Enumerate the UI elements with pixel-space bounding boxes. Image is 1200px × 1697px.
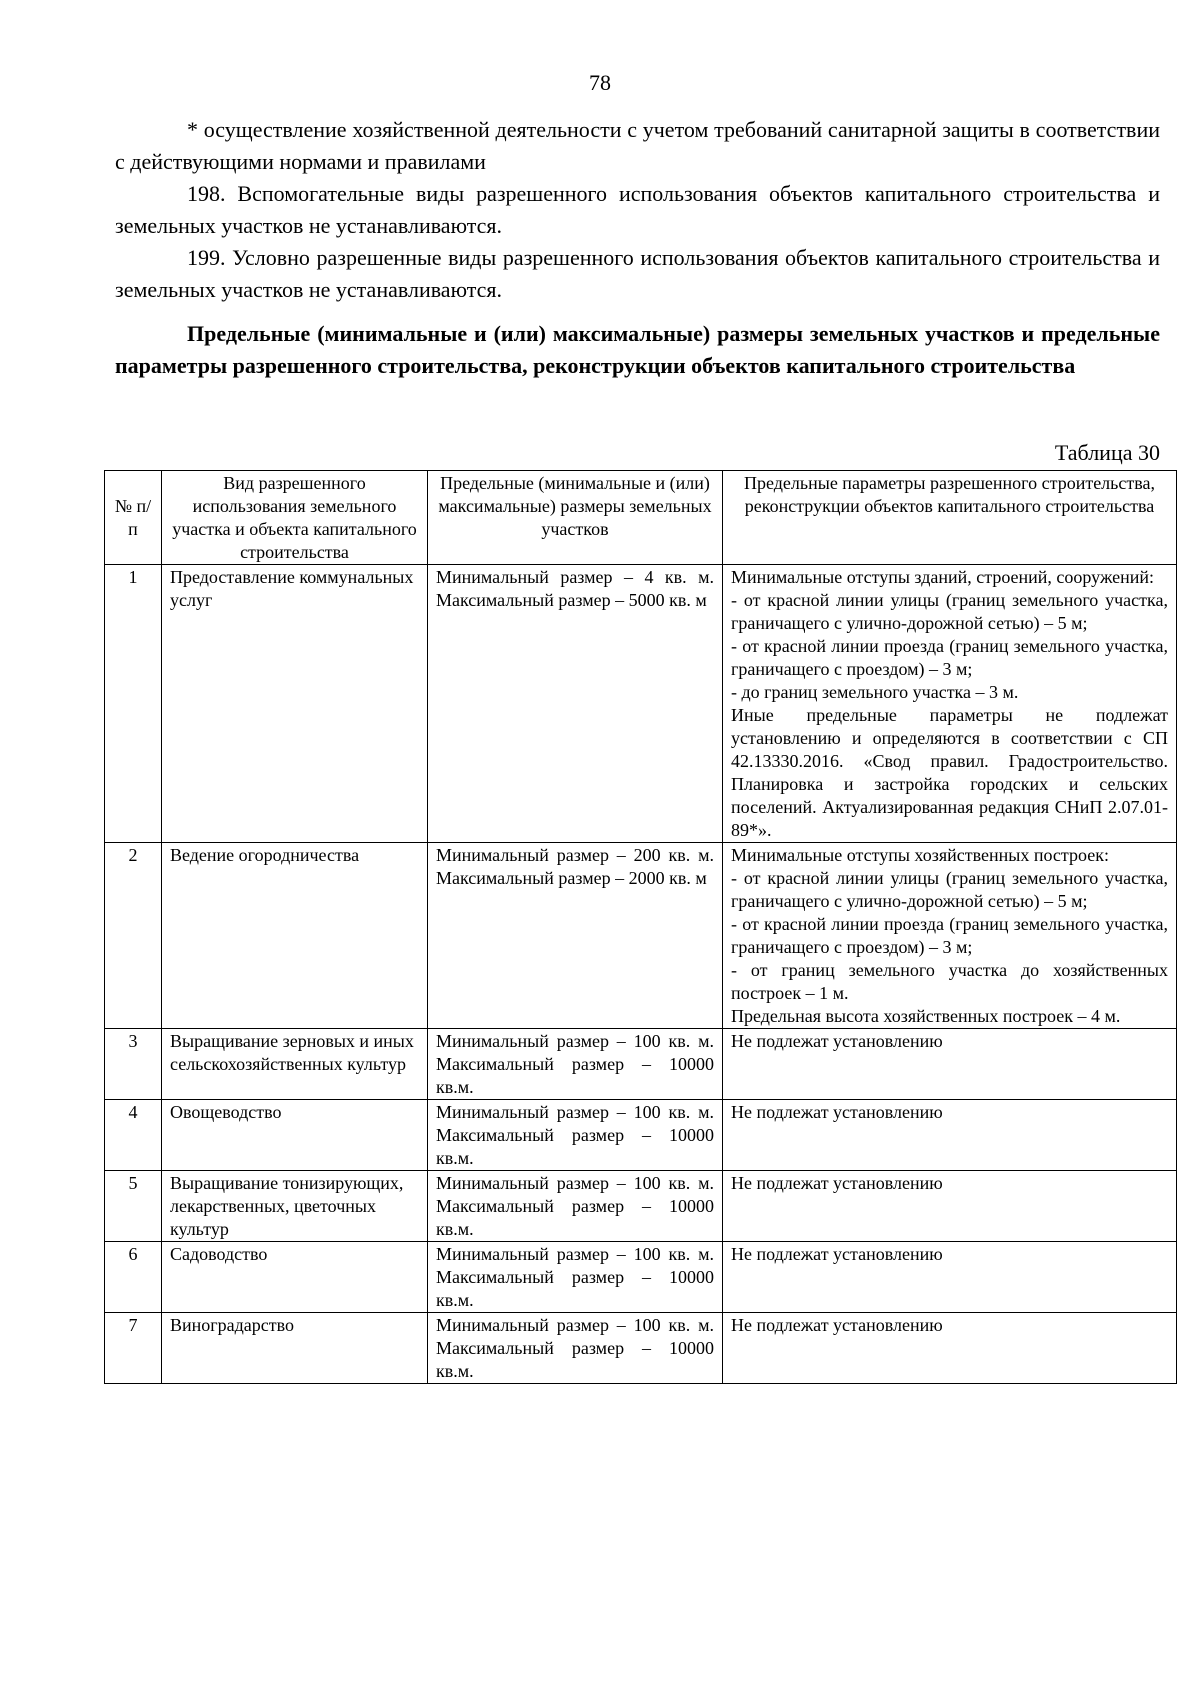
row-number: 2 <box>105 843 162 1029</box>
header-number: № п/п <box>105 471 162 565</box>
row-plot-size: Минимальный размер – 100 кв. м. Максимальный размер – 10000 кв.м. <box>428 1313 723 1384</box>
row-plot-size: Минимальный размер – 200 кв. м. Максимальный размер – 2000 кв. м <box>428 843 723 1029</box>
header-use-type: Вид разрешенного использования земельного участка и объекта капитального строительства <box>162 471 428 565</box>
limits-table <box>104 470 1177 1384</box>
row-build-params <box>723 1100 1177 1171</box>
param-line: - от красной линии проезда (границ земельного участка, граничащего с проездом) – 3 м; <box>731 636 1168 679</box>
table-row <box>105 1100 1177 1171</box>
table-row <box>105 1029 1177 1100</box>
table-row <box>105 1313 1177 1384</box>
row-plot-size: Минимальный размер – 100 кв. м. Максимальный размер – 10000 кв.м. <box>428 1029 723 1100</box>
page-number: 78 <box>589 70 611 95</box>
param-line: Не подлежат установлению <box>731 1102 943 1122</box>
row-number: 6 <box>105 1242 162 1313</box>
row-use-type: Садоводство <box>162 1242 428 1313</box>
row-use-type: Виноградарство <box>162 1313 428 1384</box>
table-caption: Таблица 30 <box>1054 440 1160 465</box>
paragraph-text: 199. Условно разрешенные виды разрешенного использования объектов капитального строительства и земельных участков не устанавливаются. <box>115 245 1160 302</box>
row-number: 3 <box>105 1029 162 1100</box>
row-number: 7 <box>105 1313 162 1384</box>
table-row <box>105 843 1177 1029</box>
row-plot-size: Минимальный размер – 100 кв. м. Максимальный размер – 10000 кв.м. <box>428 1242 723 1313</box>
row-number: 4 <box>105 1100 162 1171</box>
row-number: 5 <box>105 1171 162 1242</box>
param-line: - от красной линии проезда (границ земельного участка, граничащего с проездом) – 3 м; <box>731 914 1168 957</box>
param-line: Предельная высота хозяйственных построек – 4 м. <box>731 1006 1121 1026</box>
table-row <box>105 1242 1177 1313</box>
row-build-params <box>723 1313 1177 1384</box>
param-line: Не подлежат установлению <box>731 1244 943 1264</box>
row-plot-size: Минимальный размер – 100 кв. м. Максимальный размер – 10000 кв.м. <box>428 1100 723 1171</box>
section-heading: Предельные (минимальные и (или) максимальные) размеры земельных участков и предельные параметры разрешенного строительства, реконструкции объектов капитального строительства <box>115 321 1160 378</box>
paragraph-requirements <box>115 114 1160 178</box>
paragraph-text: * осуществление хозяйственной деятельности с учетом требований санитарной защиты в соответствии с действующими нормами и правилами <box>115 117 1160 174</box>
row-use-type: Выращивание зерновых и иных сельскохозяйственных культур <box>162 1029 428 1100</box>
row-use-type: Выращивание тонизирующих, лекарственных, цветочных культур <box>162 1171 428 1242</box>
row-plot-size: Минимальный размер – 4 кв. м. Максимальный размер – 5000 кв. м <box>428 565 723 843</box>
param-line: - от красной линии улицы (границ земельного участка, граничащего с улично-дорожной сетью) – 5 м; <box>731 868 1168 911</box>
paragraph-198 <box>115 178 1160 242</box>
row-build-params <box>723 1171 1177 1242</box>
paragraph-text: 198. Вспомогательные виды разрешенного использования объектов капитального строительства и земельных участков не устанавливаются. <box>115 181 1160 238</box>
param-line: Минимальные отступы хозяйственных построек: <box>731 845 1109 865</box>
param-line: Иные предельные параметры не подлежат установлению и определяются в соответствии с СП 42.13330.2016. «Свод правил. Градостроительство. Планировка и застройка городских и сельских поселений. Актуализированная редакция СНиП 2.07.01-89*». <box>731 705 1168 840</box>
param-line: Не подлежат установлению <box>731 1173 943 1193</box>
table-header-row <box>105 471 1177 565</box>
row-build-params <box>723 1242 1177 1313</box>
row-number: 1 <box>105 565 162 843</box>
row-use-type: Ведение огородничества <box>162 843 428 1029</box>
param-line: Не подлежат установлению <box>731 1315 943 1335</box>
param-line: - от границ земельного участка до хозяйственных построек – 1 м. <box>731 960 1168 1003</box>
table-body <box>105 565 1177 1384</box>
header-build-params: Предельные параметры разрешенного строительства, реконструкции объектов капитального строительства <box>723 471 1177 565</box>
row-build-params <box>723 1029 1177 1100</box>
param-line: Минимальные отступы зданий, строений, сооружений: <box>731 567 1155 587</box>
param-line: Не подлежат установлению <box>731 1031 943 1051</box>
paragraph-199 <box>115 242 1160 306</box>
table-row <box>105 1171 1177 1242</box>
param-line: - до границ земельного участка – 3 м. <box>731 682 1019 702</box>
param-line: - от красной линии улицы (границ земельного участка, граничащего с улично-дорожной сетью) – 5 м; <box>731 590 1168 633</box>
header-plot-size: Предельные (минимальные и (или) максимальные) размеры земельных участков <box>428 471 723 565</box>
table-row <box>105 565 1177 843</box>
row-use-type: Предоставление коммунальных услуг <box>162 565 428 843</box>
row-build-params <box>723 565 1177 843</box>
row-build-params <box>723 843 1177 1029</box>
row-use-type: Овощеводство <box>162 1100 428 1171</box>
row-plot-size: Минимальный размер – 100 кв. м. Максимальный размер – 10000 кв.м. <box>428 1171 723 1242</box>
